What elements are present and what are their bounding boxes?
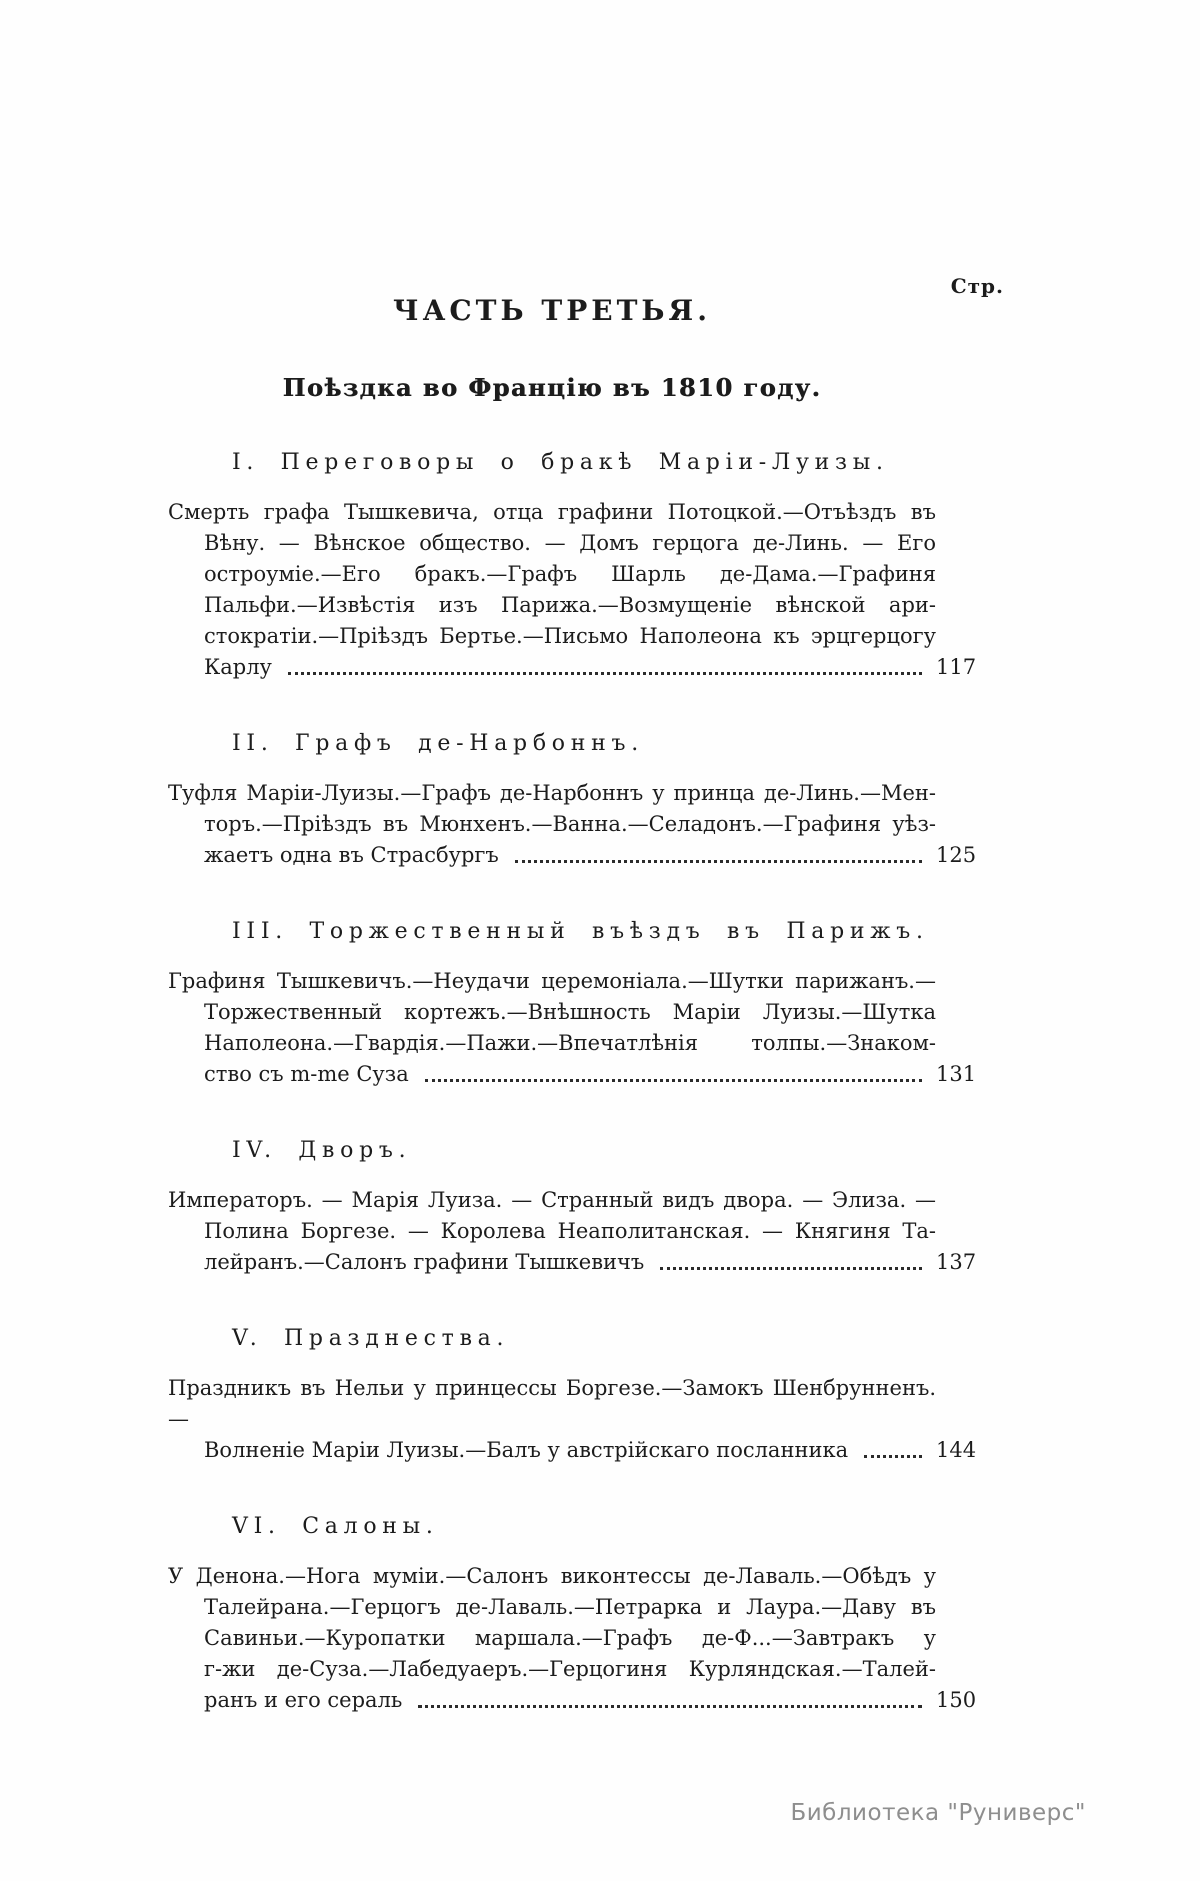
- dot-leader: [418, 1705, 922, 1708]
- entry-line: Талейрана.—Герцогъ де-Лаваль.—Петрарка и Лаура.—Даву въ: [204, 1595, 936, 1619]
- entry-line: Вѣну. — Вѣнское общество. — Домъ герцога де-Линь. — Его: [204, 531, 936, 555]
- entry-lines: [168, 778, 1006, 840]
- entry-lines: [168, 966, 1006, 1059]
- entry-line: Графиня Тышкевичъ.—Неудачи церемоніала.—Шутки парижанъ.—: [168, 969, 936, 993]
- entry-last-line-text: Карлу: [204, 655, 272, 679]
- entry-page-number: 117: [936, 655, 977, 679]
- entry-last-line: [204, 1247, 1006, 1278]
- library-watermark: Библиотека "Руниверс": [790, 1800, 1086, 1826]
- page-column-header: Стр.: [950, 274, 1004, 298]
- entry-last-line-text: ранъ и его сераль: [204, 1688, 403, 1712]
- entry-line: У Денона.—Нога муміи.—Салонъ виконтессы де-Лаваль.—Обѣдъ у: [168, 1564, 936, 1588]
- toc-entry: [168, 1138, 1006, 1278]
- toc-entry: [168, 1514, 1006, 1716]
- entry-last-line: [204, 1685, 1006, 1716]
- entry-page-number: 137: [936, 1250, 977, 1274]
- entry-last-line: [204, 840, 1006, 871]
- entry-line: г-жи де-Суза.—Лабедуаеръ.—Герцогиня Курляндская.—Талей-: [204, 1657, 936, 1681]
- chapter-heading: I. Переговоры о бракѣ Маріи-Луизы.: [232, 450, 889, 475]
- entry-last-line: [204, 652, 1006, 683]
- toc-entry: [168, 450, 1006, 683]
- entry-page-number: 125: [936, 843, 977, 867]
- dot-leader: [288, 672, 922, 675]
- chapter-heading: VI. Салоны.: [232, 1514, 439, 1539]
- entry-body: [168, 1561, 1006, 1716]
- entry-last-line-text: лейранъ.—Салонъ графини Тышкевичъ: [204, 1250, 645, 1274]
- toc-entry: [168, 731, 1006, 871]
- entry-line: Смерть графа Тышкевича, отца графини Потоцкой.—Отъѣздъ въ: [168, 500, 936, 524]
- chapter-heading: V. Празднества.: [232, 1326, 510, 1351]
- entry-line: Императоръ. — Марія Луиза. — Странный видъ двора. — Элиза. —: [168, 1188, 936, 1212]
- entry-line: Савиньи.—Куропатки маршала.—Графъ де-Ф...—Завтракъ у: [204, 1626, 936, 1650]
- toc-content: [168, 0, 1006, 1716]
- chapter-heading: IV. Дворъ.: [232, 1138, 412, 1163]
- entry-last-line: [204, 1059, 1006, 1090]
- dot-leader: [425, 1079, 922, 1082]
- entry-line: Полина Боргезе. — Королева Неаполитанская. — Княгиня Та-: [204, 1219, 936, 1243]
- entry-line: Праздникъ въ Нельи у принцессы Боргезе.—Замокъ Шенбрунненъ.—: [168, 1376, 936, 1431]
- entry-body: [168, 497, 1006, 683]
- toc-entries: [168, 450, 1006, 1716]
- entry-body: [168, 1373, 1006, 1466]
- entry-line: Торжественный кортежъ.—Внѣшность Маріи Луизы.—Шутка: [204, 1000, 936, 1024]
- dot-leader: [515, 860, 922, 863]
- entry-last-line-text: Волненіе Маріи Луизы.—Балъ у австрійскаго посланника: [204, 1438, 849, 1462]
- entry-lines: [168, 1373, 1006, 1435]
- entry-page-number: 144: [936, 1438, 977, 1462]
- entry-lines: [168, 1185, 1006, 1247]
- entry-line: остроуміе.—Его бракъ.—Графъ Шарль де-Дама.—Графиня: [204, 562, 936, 586]
- chapter-heading: III. Торжественный въѣздъ въ Парижъ.: [232, 919, 929, 944]
- entry-line: торъ.—Пріѣздъ въ Мюнхенъ.—Ванна.—Селадонъ.—Графиня уѣз-: [204, 812, 936, 836]
- entry-last-line-text: ство съ m-me Суза: [204, 1062, 409, 1086]
- entry-lines: [168, 497, 1006, 652]
- entry-lines: [168, 1561, 1006, 1685]
- entry-last-line-text: жаетъ одна въ Страсбургъ: [204, 843, 499, 867]
- entry-body: [168, 1185, 1006, 1278]
- section-title: Поѣздка во Францію въ 1810 году.: [282, 373, 822, 402]
- part-title: ЧАСТЬ ТРЕТЬЯ.: [393, 294, 711, 327]
- entry-line: стократіи.—Пріѣздъ Бертье.—Письмо Наполеона къ эрцгерцогу: [204, 624, 936, 648]
- toc-entry: [168, 1326, 1006, 1466]
- entry-body: [168, 966, 1006, 1090]
- chapter-heading: II. Графъ де-Нарбоннъ.: [232, 731, 644, 756]
- dot-leader: [864, 1455, 922, 1458]
- entry-body: [168, 778, 1006, 871]
- entry-line: Пальфи.—Извѣстія изъ Парижа.—Возмущеніе вѣнской ари-: [204, 593, 936, 617]
- entry-line: Туфля Маріи-Луизы.—Графъ де-Нарбоннъ у принца де-Линь.—Мен-: [168, 781, 936, 805]
- entry-last-line: [204, 1435, 1006, 1466]
- dot-leader: [660, 1267, 922, 1270]
- toc-entry: [168, 919, 1006, 1090]
- entry-line: Наполеона.—Гвардія.—Пажи.—Впечатлѣнія толпы.—Знаком-: [204, 1031, 936, 1055]
- entry-page-number: 131: [936, 1062, 977, 1086]
- entry-page-number: 150: [936, 1688, 977, 1712]
